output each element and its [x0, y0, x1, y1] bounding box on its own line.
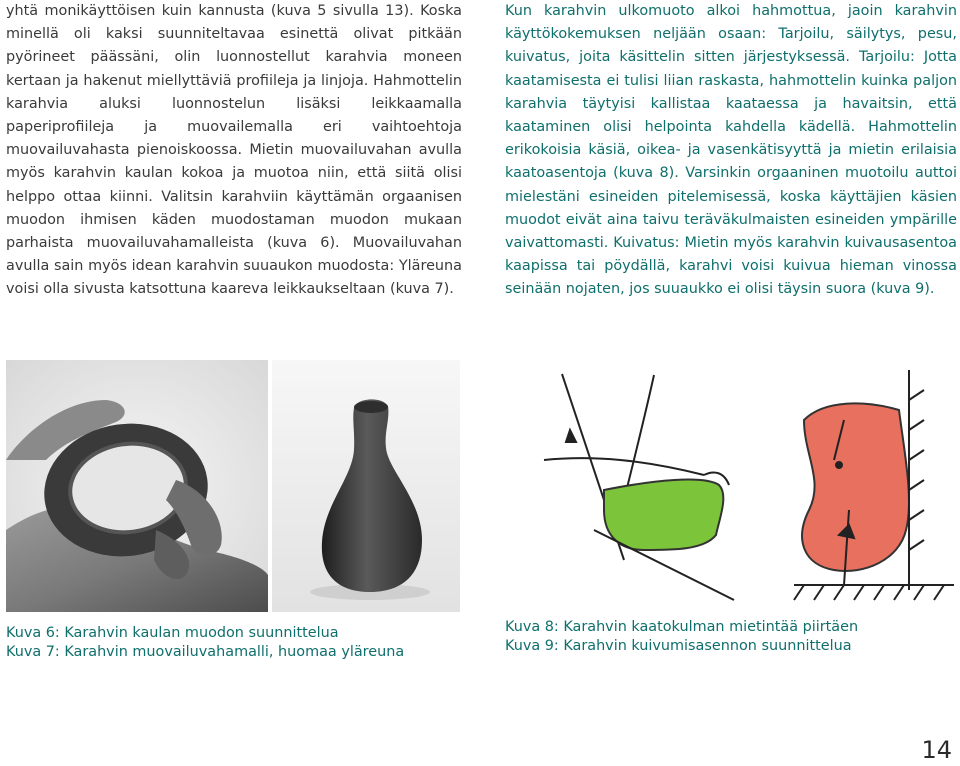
- caption-kuva-9: Kuva 9: Karahvin kuivumisasennon suunnittelua: [505, 638, 852, 654]
- drying-position-sketch: [794, 370, 954, 600]
- caption-kuva-8: Kuva 8: Karahvin kaatokulman mietintää piirtäen: [505, 619, 859, 635]
- right-paragraph: Kun karahvin ulkomuoto alkoi hahmottua, jaoin karahvin käyttökokemuksen neljään osaan: Tarjoilu, säilytys, pesu, kuivatus, joita käsittelin sitten järjestyksessä. Tarjoilu: Jotta kaatamisesta ei tulisi liian raskasta, hahmottelin kuinka paljon karahvia täytyisi kallistaa kaataessa ja havaitsin, että kaataminen olisi helpointa kahdella kädellä. Hahmottelin erikokoisia käsiä, oikea- ja vasenkätisyyttä ja mietin erilaisia kaatoasentoja (kuva 8). Varsinkin orgaaninen muotoilu auttoi mielestäni esineiden pitelemisessä, koska käyttäjien käsien muodot eivät aina taivu teräväkulmaisten esineiden ympärille vaivattomasti. Kuivatus: Mietin myös karahvin kuivausasentoa kaapissa tai pöydällä, karahvi voisi kuivua hieman vinossa seinään nojaten, jos suuaukko ei olisi täysin suora (kuva 9).: [505, 3, 957, 298]
- clay-vase-photo: [272, 360, 460, 612]
- pouring-angle-sketch: [544, 374, 734, 600]
- caption-kuva-7: Kuva 7: Karahvin muovailuvahamalli, huomaa yläreuna: [6, 644, 405, 660]
- left-text-column: [6, 0, 462, 302]
- left-captions: [6, 624, 404, 662]
- pouring-sketches: [504, 360, 956, 608]
- page-number: 14: [921, 736, 952, 764]
- caption-kuva-6: Kuva 6: Karahvin kaulan muodon suunnittelua: [6, 625, 339, 641]
- right-text-column: [505, 0, 957, 302]
- right-captions: [505, 618, 858, 656]
- clay-ring-hand-photo: [6, 360, 268, 612]
- left-paragraph: yhtä monikäyttöisen kuin kannusta (kuva 5 sivulla 13). Koska minellä oli kaksi suunniteltavaa esinettä olivat pitkään pyörineet päässäni, olin luonnostellut karahvia moneen kertaan ja hakenut miellyttäviä profiileja ja linjoja. Hahmottelin karahvia aluksi luonnostelun lisäksi leikkaamalla paperiprofiileja ja muovailemalla eri vaihtoehtoja muovailuvahasta pienoiskoossa. Mietin muovailuvahan avulla myös karahvin kaulan kokoa ja muotoa niin, että siitä olisi helppo ottaa kiinni. Valitsin karahviin käyttämän orgaanisen muodon ihmisen käden muodostaman muodon mukaan parhaista muovailuvahamalleista (kuva 6). Muovailuvahan avulla sain myös idean karahvin suuaukon muodosta: Yläreuna voisi olla sivusta katsottuna kaareva leikkaukseltaan (kuva 7).: [6, 3, 462, 298]
